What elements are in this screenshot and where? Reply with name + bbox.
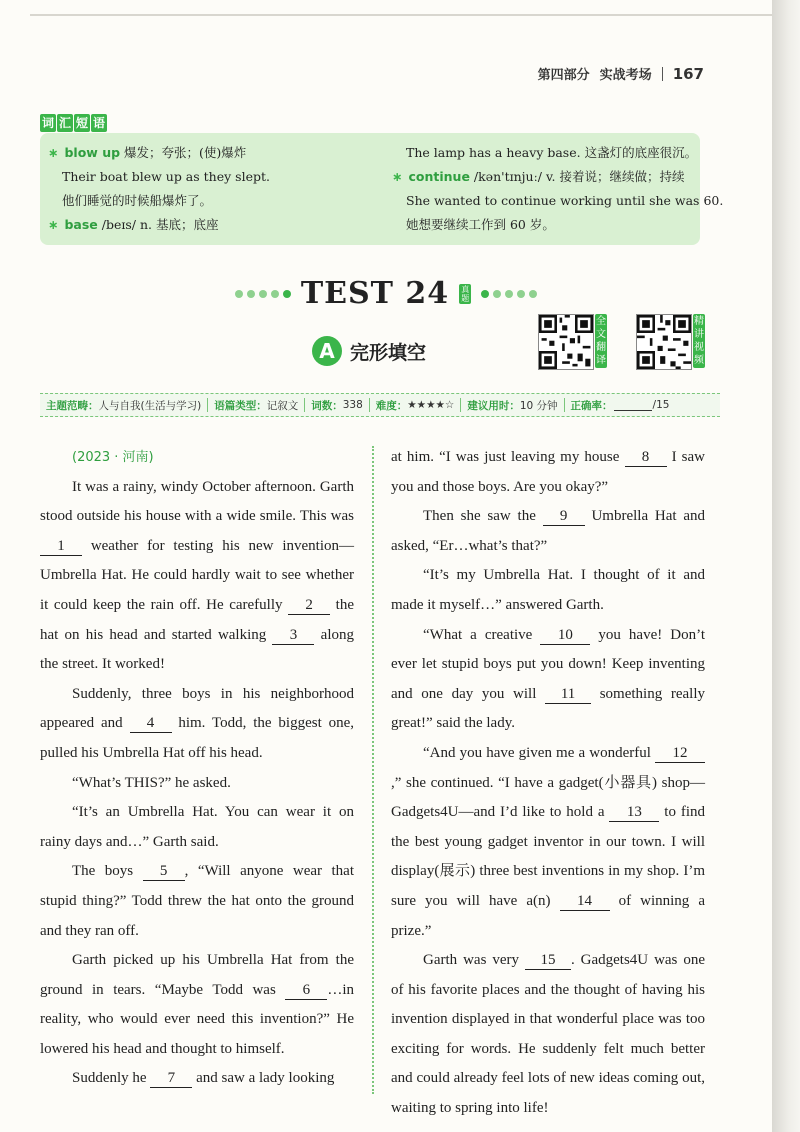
passage-text: The boys [72, 863, 143, 880]
passage-paragraph [40, 769, 354, 799]
vocab-entry [48, 141, 378, 165]
test-title: TEST 24 [300, 276, 450, 311]
qr-caption-video [693, 314, 705, 368]
passage-text: “It’s an Umbrella Hat. You can wear it on rainy days and…” Garth said. [40, 804, 354, 850]
meta-key: 难度： [375, 399, 408, 412]
passage-paragraph [391, 443, 705, 502]
blank-2[interactable]: 2 [288, 596, 330, 615]
passage-left-paragraphs [40, 473, 354, 1094]
meta-value: 人与自我(生活与学习) [98, 399, 202, 412]
passage-text: you have! Don’t ever let stupid boys put you down! Keep inventing and one day you will [391, 626, 705, 702]
star-icon: ∗ [48, 217, 59, 232]
star-icon: ∗ [48, 145, 59, 160]
passage-paragraph [40, 680, 354, 769]
qr-caption-translation [595, 314, 607, 368]
passage-paragraph [391, 739, 705, 946]
page-number: 167 [672, 64, 704, 83]
passage-text: Garth picked up his Umbrella Hat from the ground in tears. “Maybe Todd was [40, 952, 354, 998]
vocab-definition: /beɪs/ n. 基底；底座 [97, 217, 219, 232]
star-icon: ∗ [392, 169, 403, 184]
passage-text: Garth was very [423, 952, 525, 969]
header-part: 实战考场 [599, 68, 652, 83]
blank-10[interactable]: 10 [540, 626, 590, 645]
meta-key: 语篇类型： [214, 399, 267, 412]
meta-bar [40, 393, 720, 417]
vocab-right-column [392, 141, 724, 237]
passage-paragraph [391, 502, 705, 561]
meta-key: 词数： [311, 399, 343, 412]
blank-5[interactable]: 5 [143, 862, 185, 881]
passage-text: something really great!” said the lady. [391, 685, 705, 732]
accuracy-blank[interactable] [614, 399, 652, 411]
vocab-definition: /kən'tɪnjuː/ v. 接着说；继续做；持续 [469, 169, 685, 184]
passage-paragraph [40, 857, 354, 946]
passage-text: along the street. It worked! [40, 626, 354, 673]
blank-4[interactable]: 4 [130, 714, 172, 733]
caption-char: 全 [596, 316, 606, 327]
vocab-example: The lamp has a heavy base. 这盏灯的底座很沉。 [406, 145, 698, 160]
passage-text: “What a creative [423, 626, 541, 643]
passage-text: at him. “I was just leaving my house [391, 449, 625, 465]
passage-text: “It’s my Umbrella Hat. I thought of it and made it myself…” answered Garth. [391, 567, 705, 613]
page-edge-shadow [772, 0, 800, 1132]
blank-8[interactable]: 8 [625, 448, 667, 467]
caption-char: 文 [596, 329, 606, 340]
real-exam-tag: 真题 [461, 284, 470, 303]
vocab-example: Their boat blew up as they slept. [62, 169, 270, 184]
blank-14[interactable]: 14 [560, 892, 610, 911]
vocab-example-translation: 她想要继续工作到 60 岁。 [406, 217, 555, 232]
vocab-term: continue [408, 169, 470, 184]
passage-text: ,” she continued. “I have a gadget(小器具) shop—Gadgets4U—and I’d like to hold a [391, 774, 705, 821]
passage-text: …in reality, who would ever need this invention?” He lowered his head and thought to himself. [40, 981, 354, 1057]
vocab-title-char: 汇 [58, 116, 71, 130]
meta-accuracy [565, 398, 676, 412]
passage-paragraph [40, 473, 354, 680]
passage-paragraph [391, 561, 705, 620]
passage-paragraph [391, 946, 705, 1124]
passage-text: and saw a lady looking [192, 1070, 335, 1087]
vocab-box [40, 133, 724, 245]
blank-1[interactable]: 1 [40, 537, 82, 556]
passage-text: It was a rainy, windy October afternoon. Garth stood outside his house with a wide smile. This was [40, 478, 354, 525]
vocab-term: base [64, 217, 98, 232]
blank-15[interactable]: 15 [525, 951, 571, 970]
passage-text: I saw you and those boys. Are you okay?” [391, 449, 705, 495]
difficulty-stars: ★★★★☆ [407, 399, 455, 411]
passage-text: weather for testing his new invention—Umbrella Hat. He could hardly wait to see whether it could keep the rain off. He carefully [40, 537, 354, 613]
passage-right-column [391, 443, 705, 1124]
passage-text: “And you have given me a wonderful [423, 744, 655, 761]
meta-value: /15 [652, 399, 670, 411]
passage-paragraph [40, 798, 354, 857]
blank-3[interactable]: 3 [272, 626, 314, 645]
caption-char: 翻 [596, 342, 606, 353]
vocab-title-char: 短 [75, 116, 88, 130]
qr-code-video[interactable] [636, 314, 692, 370]
passage-text: to find the best young gadget inventor in our town. I will display(展示) three best inventions in my shop. I’m sure you will have a(n) [391, 804, 705, 909]
meta-genre [208, 398, 305, 412]
passage-source [40, 443, 354, 473]
meta-key: 建议用时： [467, 399, 520, 412]
passage-left-column [40, 443, 354, 1094]
section-badge: A [312, 336, 342, 366]
source-label: (2023 · 河南) [72, 450, 154, 465]
vocab-entry [392, 165, 692, 189]
meta-words [305, 398, 370, 412]
vocab-entry [48, 213, 378, 237]
passage-text: Suddenly he [72, 1070, 151, 1087]
passage-text: Then she saw the [423, 508, 543, 525]
qr-code-icon [637, 315, 691, 369]
meta-value: 10 分钟 [519, 399, 558, 412]
section-label: 完形填空 [350, 341, 427, 364]
meta-value: 记叙文 [266, 399, 299, 412]
passage-text: Suddenly, three boys in his neighborhood appeared and [40, 685, 354, 732]
caption-char: 频 [694, 355, 704, 366]
caption-char: 译 [596, 355, 606, 366]
page-header [538, 64, 704, 83]
meta-difficulty [370, 398, 462, 412]
header-section: 第四部分 [537, 68, 590, 83]
blank-6[interactable]: 6 [285, 981, 327, 1000]
passage-text: of winning a prize.” [391, 892, 705, 939]
vocab-term: blow up [64, 145, 121, 160]
header-divider [662, 67, 663, 81]
passage-paragraph [391, 621, 705, 739]
qr-code-icon [539, 315, 593, 369]
vocab-title [40, 114, 107, 132]
blank-11[interactable]: 11 [545, 685, 591, 704]
decorative-dots [235, 290, 291, 298]
decorative-dots [481, 290, 537, 298]
vocab-title-char: 词 [41, 116, 54, 130]
blank-12[interactable]: 12 [655, 744, 705, 763]
passage-text: . Gadgets4U was one of his favorite places and the thought of having his invention displayed in that wonderful place was too exciting for words. He suddenly felt much better and could already feel lots of new ideas coming out, waiting to spring into life! [391, 952, 705, 1117]
caption-char: 视 [694, 342, 704, 353]
meta-time [461, 398, 564, 412]
section-heading [312, 336, 426, 366]
vocab-left-column [48, 141, 378, 237]
caption-char: 讲 [694, 329, 704, 340]
passage-text: the hat on his head and started walking [40, 596, 354, 643]
passage-right-paragraphs [391, 443, 705, 1124]
vocab-example-translation: 他们睡觉的时候船爆炸了。 [62, 193, 213, 208]
vocab-definition: 爆发；夸张；(使)爆炸 [120, 145, 247, 160]
passage-paragraph [40, 946, 354, 1064]
passage-text: , “Will anyone wear that stupid thing?” Todd threw the hat onto the ground and they ran off. [40, 863, 354, 939]
vocab-title-char: 语 [92, 116, 105, 130]
column-divider [372, 446, 374, 1094]
meta-theme [40, 398, 208, 412]
top-rule [30, 14, 772, 16]
blank-7[interactable]: 7 [150, 1069, 192, 1088]
passage-text: him. Todd, the biggest one, pulled his Umbrella Hat off his head. [40, 715, 354, 761]
blank-13[interactable]: 13 [609, 803, 659, 822]
meta-value: 338 [342, 399, 363, 411]
meta-key: 正确率： [570, 399, 613, 412]
caption-char: 精 [694, 316, 704, 327]
blank-9[interactable]: 9 [543, 507, 585, 526]
passage-text: Umbrella Hat and asked, “Er…what’s that?” [391, 508, 706, 554]
passage-text: “What’s THIS?” he asked. [72, 774, 231, 791]
meta-key: 主题范畴： [46, 399, 99, 412]
test-title-row [0, 276, 772, 311]
qr-code-translation[interactable] [538, 314, 594, 370]
vocab-example: She wanted to continue working until she was 60. [406, 193, 724, 208]
passage-paragraph [40, 1064, 354, 1094]
